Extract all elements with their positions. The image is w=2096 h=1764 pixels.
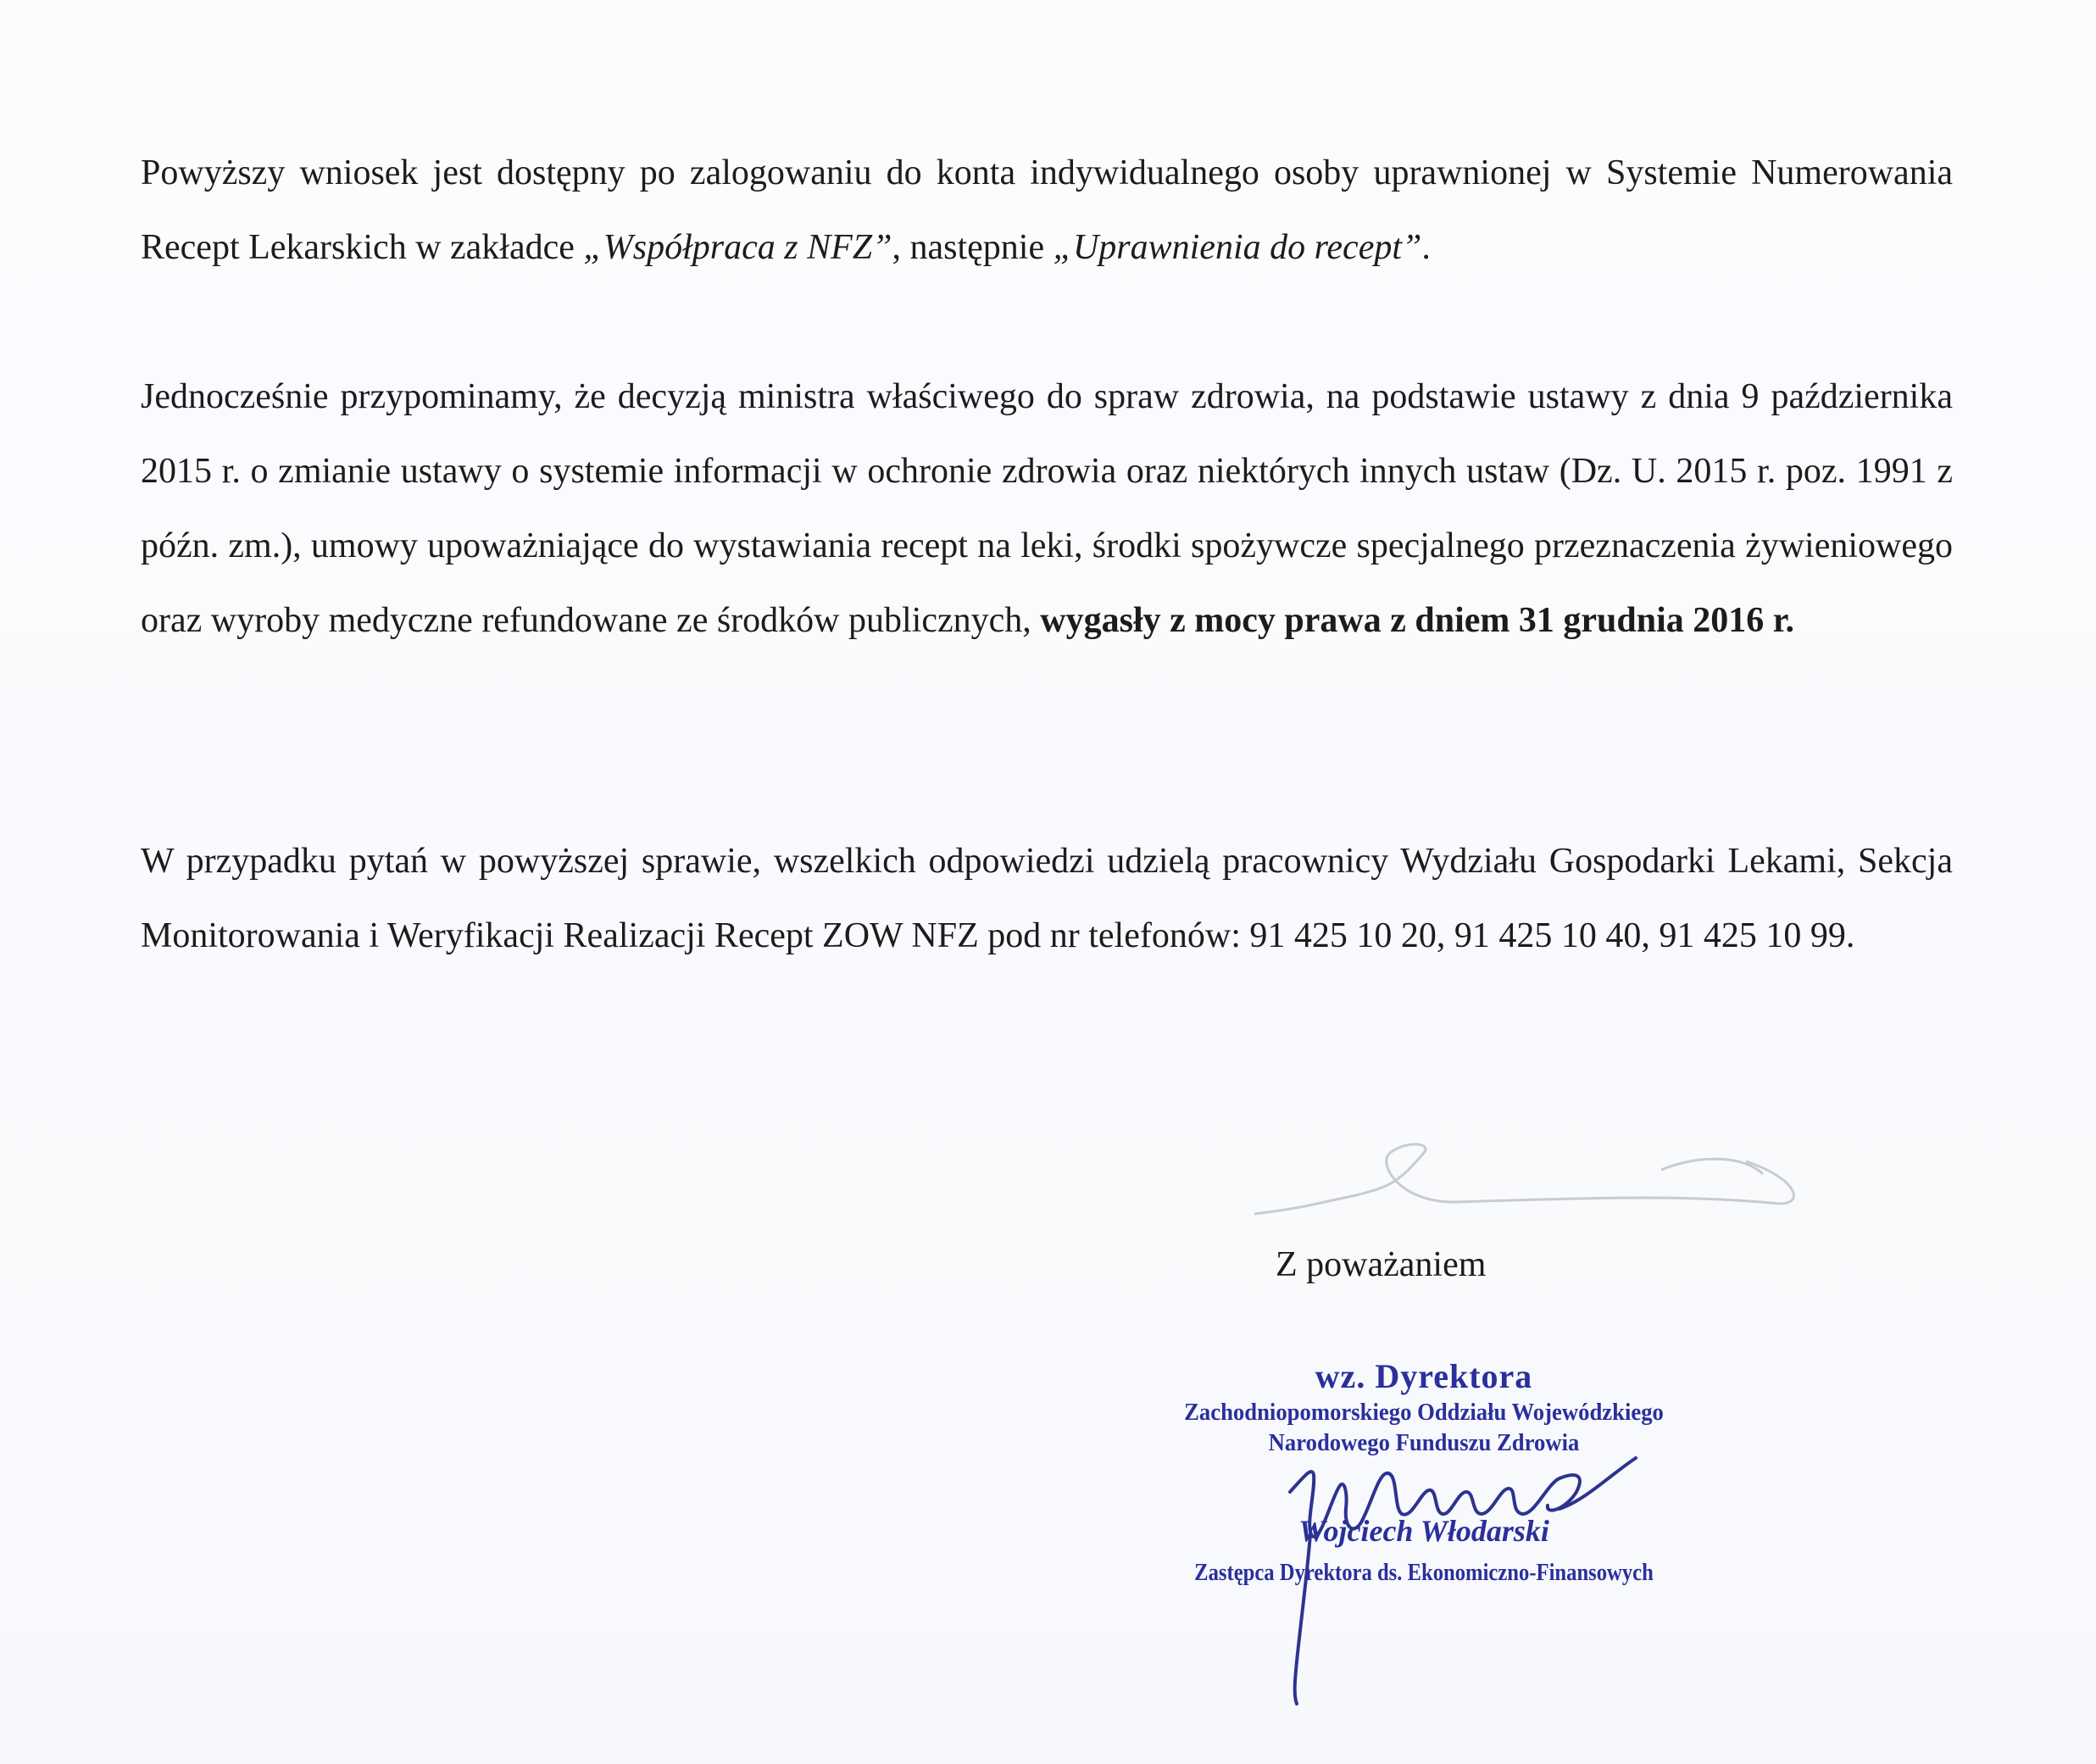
paragraph-access-info <box>141 136 1953 285</box>
paragraph1-text-b: , następnie <box>892 228 1054 267</box>
paragraph2-text: Jednocześnie przypominamy, że decyzją ministra właściwego do spraw zdrowia, na podstawie ustawy z dnia 9 października 2015 r. o zmianie ustawy o systemie informacji w ochronie zdrowia oraz niektórych innych ustaw (Dz. U. 2015 r. poz. 1991 z późn. zm.), umowy upoważniające do wystawiania recept na leki, środki spożywcze specjalnego przeznaczenia żywieniowego oraz wyroby medyczne refundowane ze środków publicznych, <box>141 377 1953 640</box>
handwritten-signature <box>1212 1441 1687 1712</box>
paragraph3-text: W przypadku pytań w powyższej sprawie, wszelkich odpowiedzi udzielą pracownicy Wydziału Gospodarki Lekami, Sekcja Monitorowania i Weryfikacji Realizacji Recept ZOW NFZ pod nr telefonów: 91 425 10 20, 91 425 10 40, 91 425 10 99. <box>141 842 1953 955</box>
closing-salutation: Z poważaniem <box>1276 1245 1487 1284</box>
paragraph1-text-a: Powyższy wniosek jest dostępny po zalogowaniu do konta indywidualnego osoby uprawnionej w Systemie Numerowania Recept Lekarskich w zakładce <box>141 153 1953 267</box>
stamp-line-3: Narodowego Funduszu Zdrowia <box>1268 1429 1580 1456</box>
stamp-line-2: Zachodniopomorskiego Oddziału Wojewódzkiego <box>1184 1399 1664 1426</box>
stamp-position: Zastępca Dyrektora ds. Ekonomiczno-Finansowych <box>1194 1560 1654 1586</box>
paragraph1-italic-b: „Uprawnienia do recept” <box>1053 228 1422 267</box>
paragraph-contact <box>141 824 1953 973</box>
paragraph2-bold: wygasły z mocy prawa z dniem 31 grudnia 2016 r. <box>1040 601 1795 640</box>
stamp-name: Wojciech Włodarski <box>1298 1514 1549 1548</box>
paragraph1-italic-a: „Współpraca z NFZ” <box>583 228 892 267</box>
paragraph-reminder <box>141 359 1953 658</box>
stamp-line-1: wz. Dyrektora <box>1315 1357 1533 1395</box>
paragraph1-text-c: . <box>1421 228 1431 267</box>
